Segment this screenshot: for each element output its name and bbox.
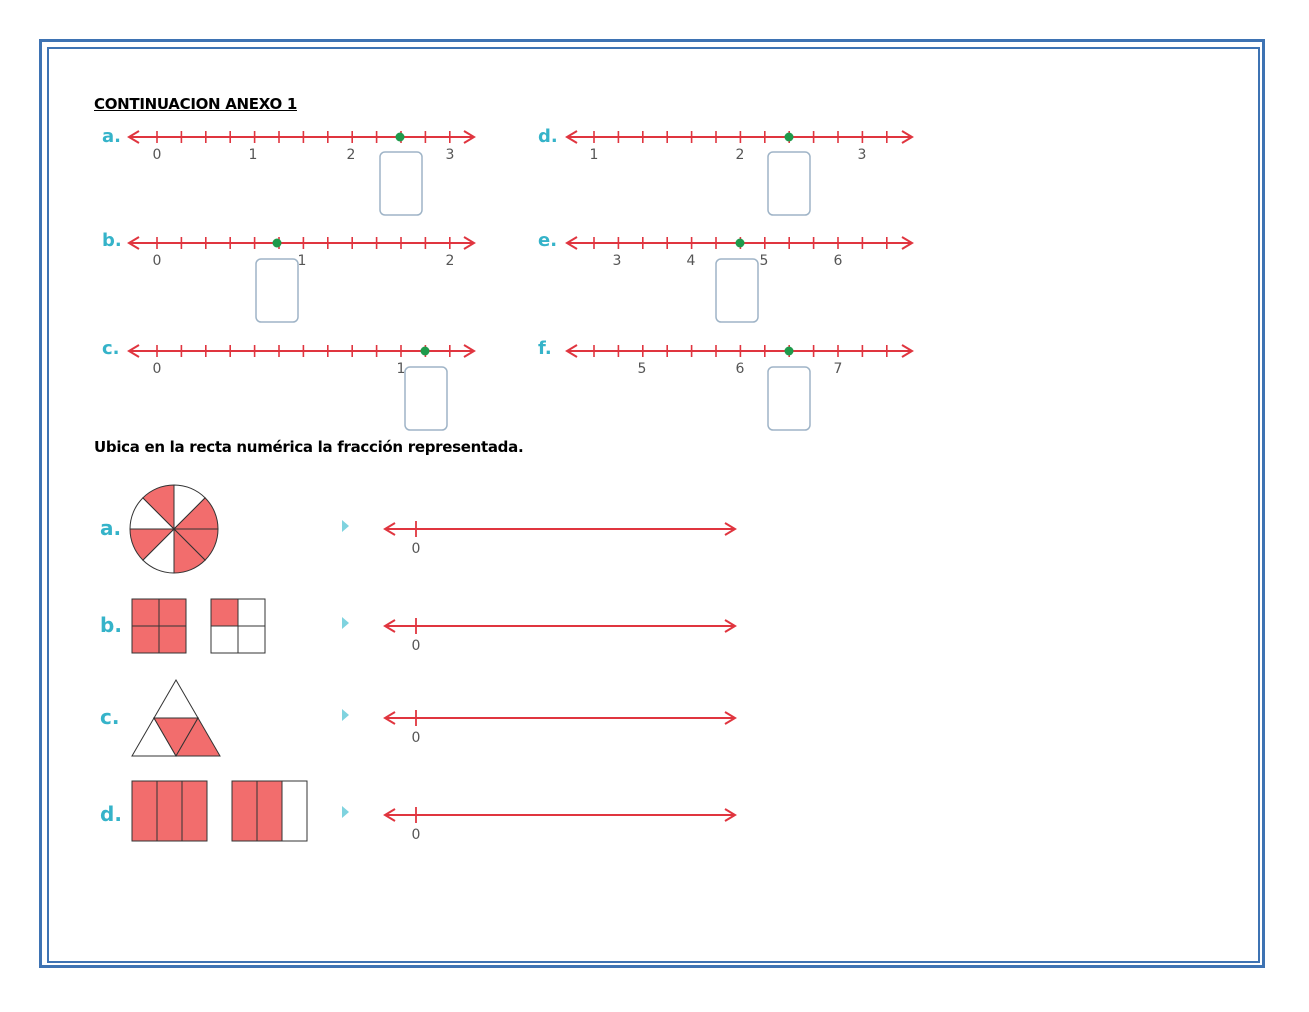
item-label: b. <box>102 230 122 251</box>
answer-box <box>768 152 810 215</box>
number-line-b <box>102 230 474 322</box>
tick-label: 0 <box>152 361 162 377</box>
square-cell <box>238 626 265 653</box>
square-cell <box>238 599 265 626</box>
number-line-d <box>538 126 912 215</box>
tick-label: 0 <box>152 253 162 269</box>
marked-point <box>273 239 282 248</box>
zero-label: 0 <box>411 541 421 557</box>
bar-cell <box>157 781 182 841</box>
item-label: f. <box>538 338 552 359</box>
tick-label: 3 <box>445 147 455 163</box>
triangle-part <box>154 680 198 718</box>
bar-cell <box>132 781 157 841</box>
square-cell <box>132 626 159 653</box>
tick-label: 6 <box>735 361 745 377</box>
tick-label: 1 <box>248 147 258 163</box>
zero-label: 0 <box>411 638 421 654</box>
tick-label: 2 <box>346 147 356 163</box>
number-line-e <box>538 230 912 322</box>
fraction-item-c <box>100 680 735 756</box>
number-line-a <box>102 126 474 215</box>
tick-label: 0 <box>152 147 162 163</box>
fraction-item-b <box>100 599 735 654</box>
square-cell <box>159 599 186 626</box>
fraction-item-d <box>100 781 735 843</box>
instruction-text: Ubica en la recta numérica la fracción representada. <box>94 438 524 456</box>
triangle-right-icon <box>342 520 349 532</box>
tick-label: 1 <box>589 147 599 163</box>
tick-label: 2 <box>445 253 455 269</box>
tick-label: 6 <box>833 253 843 269</box>
bar-cell <box>232 781 257 841</box>
tick-label: 5 <box>637 361 647 377</box>
bar-cell <box>182 781 207 841</box>
answer-box <box>768 367 810 430</box>
item-label: c. <box>102 338 120 359</box>
item-label: a. <box>102 126 121 147</box>
page-title: CONTINUACION ANEXO 1 <box>94 95 297 113</box>
tick-label: 3 <box>612 253 622 269</box>
item-label: b. <box>100 613 122 637</box>
marked-point <box>785 133 794 142</box>
item-label: e. <box>538 230 558 251</box>
tick-label: 5 <box>759 253 769 269</box>
triangle-right-icon <box>342 709 349 721</box>
triangle-right-icon <box>342 617 349 629</box>
fraction-item-a <box>100 485 735 573</box>
marked-point <box>785 347 794 356</box>
item-label: a. <box>100 516 122 540</box>
triangle-right-icon <box>342 806 349 818</box>
square-cell <box>211 626 238 653</box>
tick-label: 1 <box>297 253 307 269</box>
zero-label: 0 <box>411 730 421 746</box>
bar-cell <box>257 781 282 841</box>
square-cell <box>211 599 238 626</box>
zero-label: 0 <box>411 827 421 843</box>
answer-box <box>256 259 298 322</box>
tick-label: 1 <box>396 361 406 377</box>
tick-label: 4 <box>686 253 696 269</box>
item-label: d. <box>538 126 558 147</box>
number-line-c <box>102 338 474 430</box>
tick-label: 2 <box>735 147 745 163</box>
tick-label: 3 <box>857 147 867 163</box>
answer-box <box>380 152 422 215</box>
bar-cell <box>282 781 307 841</box>
answer-box <box>405 367 447 430</box>
item-label: c. <box>100 705 120 729</box>
number-line-f <box>538 338 912 430</box>
marked-point <box>736 239 745 248</box>
item-label: d. <box>100 802 122 826</box>
answer-box <box>716 259 758 322</box>
marked-point <box>421 347 430 356</box>
square-cell <box>132 599 159 626</box>
tick-label: 7 <box>833 361 843 377</box>
marked-point <box>396 133 405 142</box>
square-cell <box>159 626 186 653</box>
